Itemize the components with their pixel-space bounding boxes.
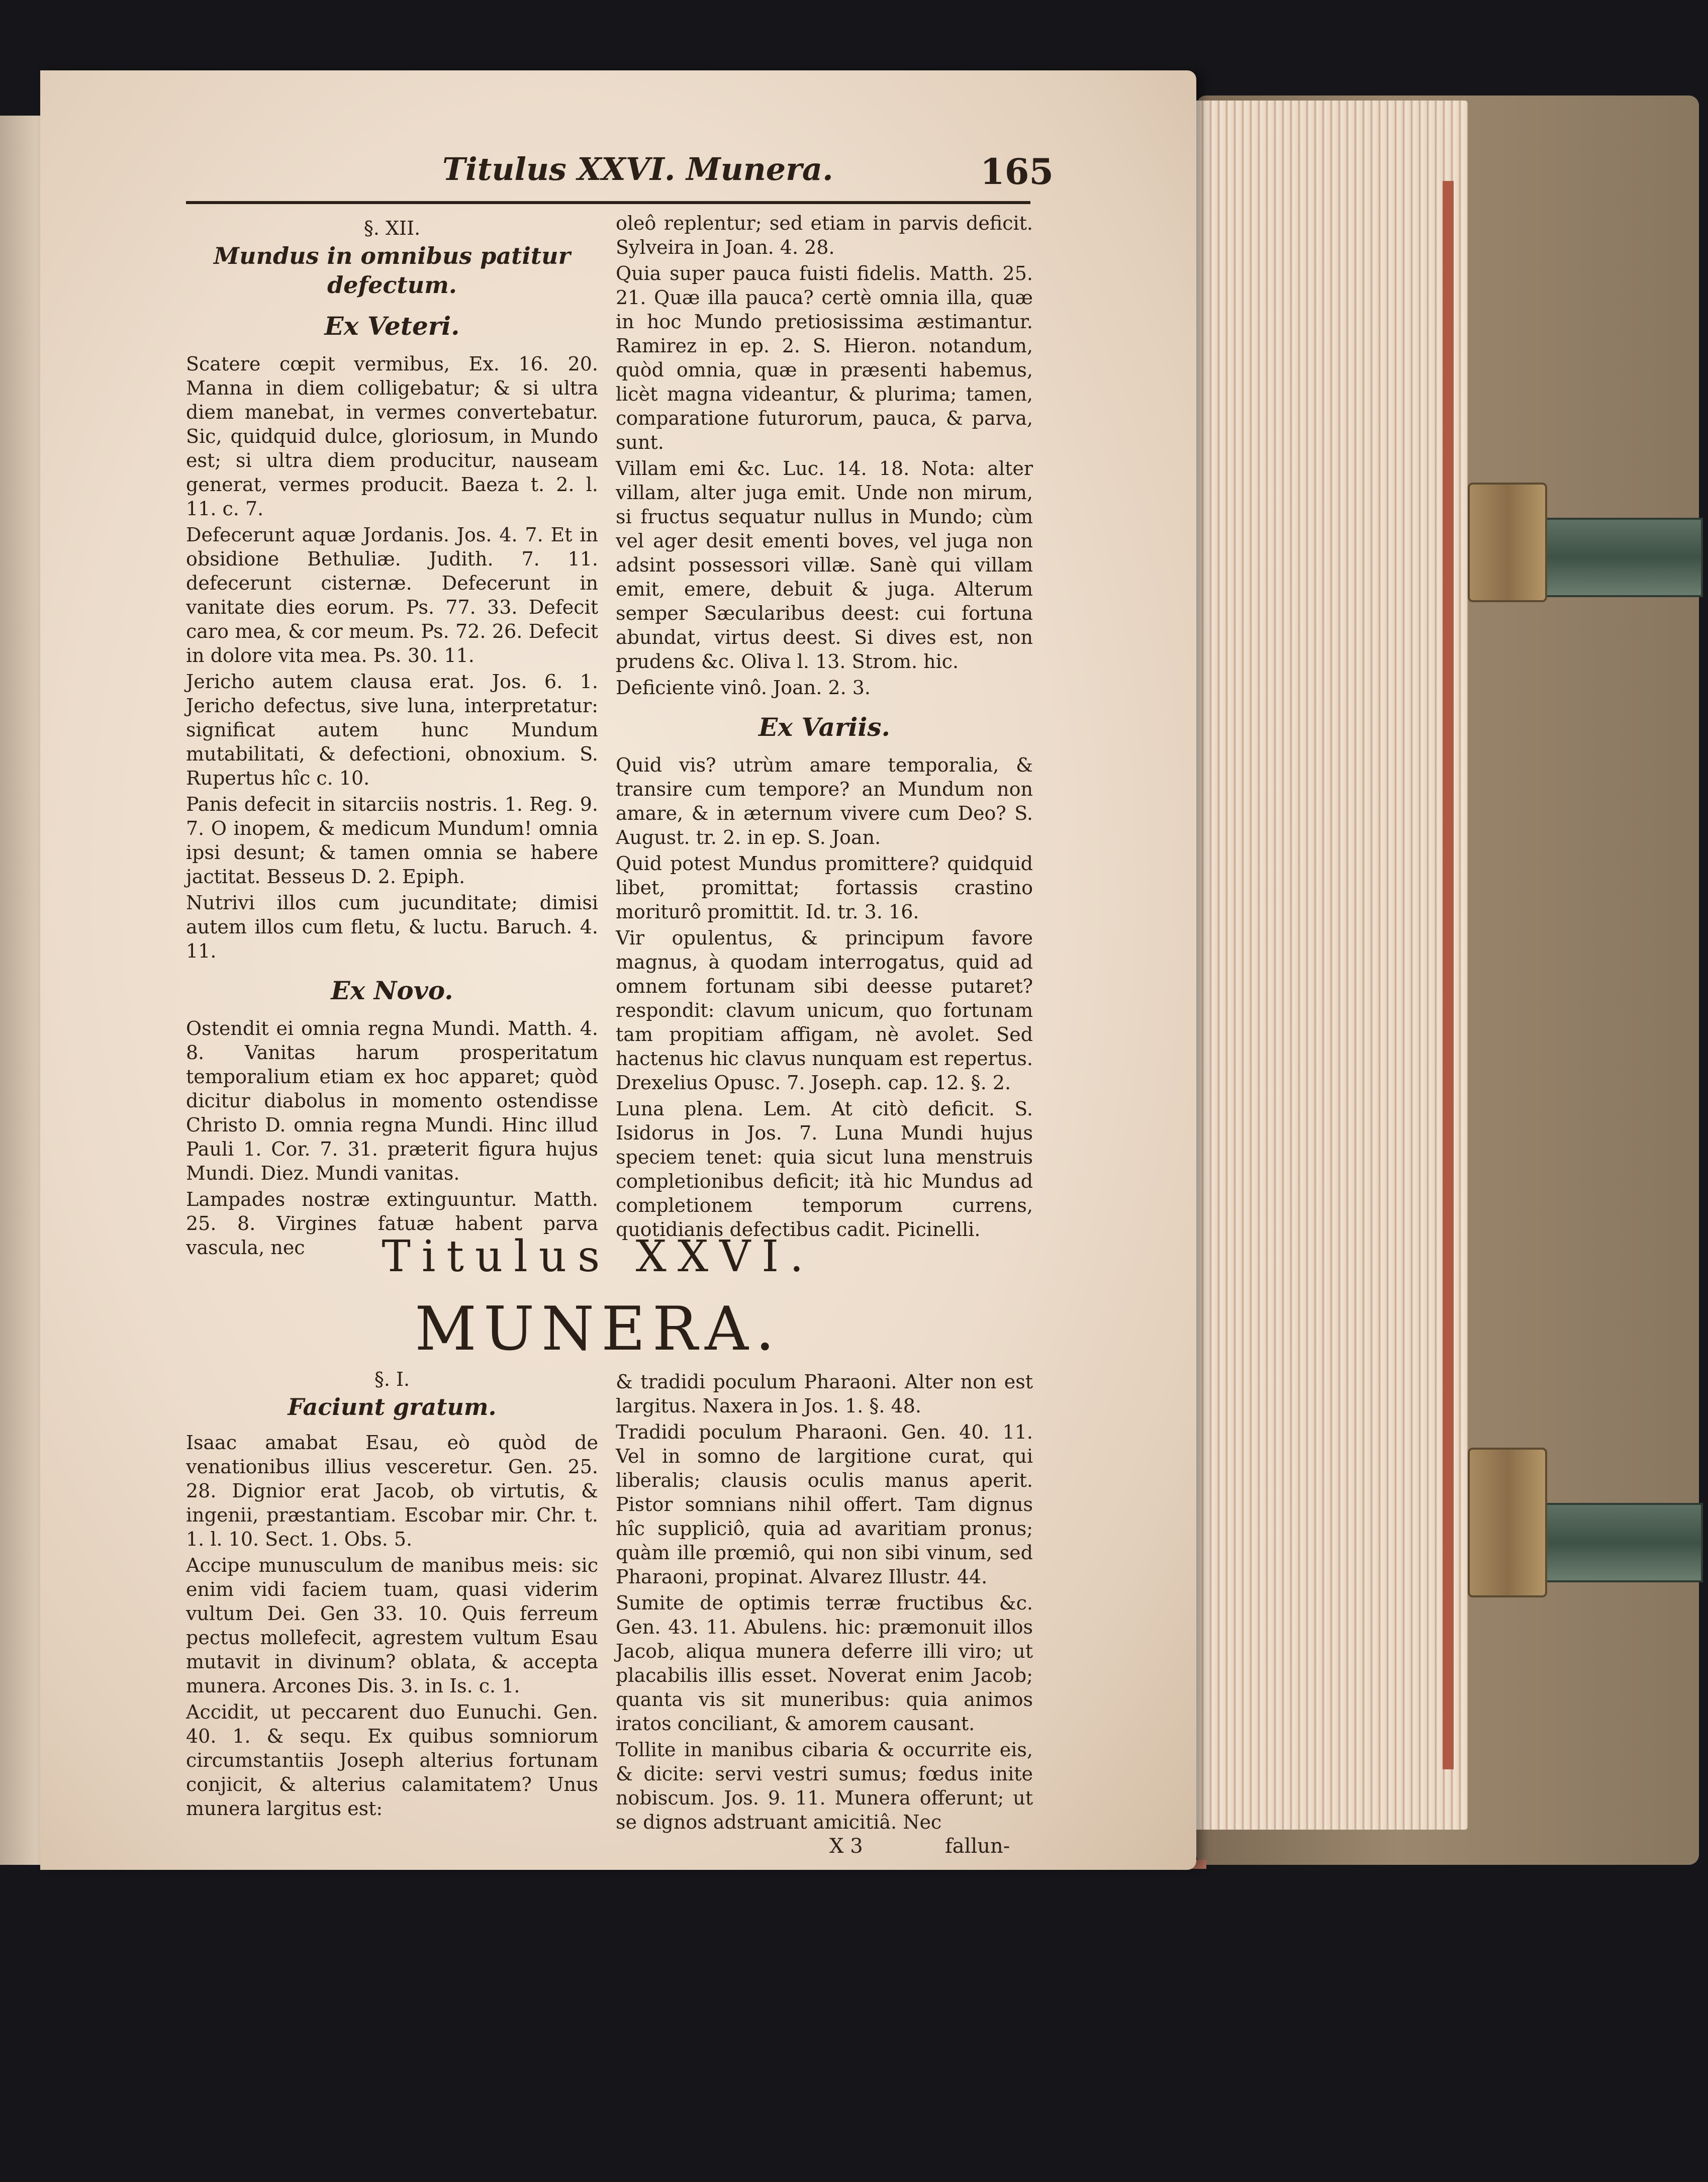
- paragraph: Sumite de optimis terræ fructibus &c. Gen. 43. 11. Abulens. hic: præmonuit illos Jacob, aliqua munera deferre illi viro; ut placabilis illis esset. Noverat enim Jacob; quanta vis sit muneribus: quia animos iratos conciliant, & amorem causant.: [616, 1592, 1033, 1735]
- page-number: 165: [980, 151, 1054, 193]
- paragraph: Isaac amabat Esau, eò quòd de venationibus illius vesceretur. Gen. 25. 28. Dignior erat Jacob, ob virtutis, & ingenii, præstantiam. Escobar mir. Chr. t. 1. l. 10. Sect. 1. Obs. 5.: [186, 1432, 598, 1550]
- chapter-main-title: MUNERA.: [415, 1294, 782, 1364]
- paragraph: & tradidi poculum Pharaoni. Alter non est largitus. Naxera in Jos. 1. §. 48.: [616, 1371, 1033, 1417]
- paragraph: Panis defecit in sitarciis nostris. 1. Reg. 9. 7. O inopem, & medicum Mundum! omnia ipsi desunt; & tamen omnia se habere jactitat. Besseus D. 2. Epiph.: [186, 793, 598, 888]
- clasp-hinge-upper: [1468, 483, 1547, 602]
- section-title-line-2: defectum.: [327, 271, 457, 299]
- paragraph: Accipe munusculum de manibus meis: sic enim vidi faciem tuam, quasi viderim vultum Dei. Gen 33. 10. Quis ferreum pectus mollefecit, agrestem vultum Esau mutavit in divinum? oblata, & accepta munera. Arcones Dis. 3. in Is. c. 1.: [186, 1554, 598, 1697]
- paragraph: Tollite in manibus cibaria & occurrite eis, & dicite: servi vestri sumus; fœdus inite nobiscum. Jos. 9. 11. Munera offerunt; ut se dignos adstruant amicitiâ. Nec: [616, 1739, 1033, 1833]
- column-bottom-left: [186, 1367, 598, 1823]
- paragraph: Lampades nostræ extinguuntur. Matth. 25. 8. Virgines fatuæ habent parva vascula, nec: [186, 1188, 598, 1259]
- page-stack: [1156, 101, 1468, 1830]
- section-number: §. I.: [374, 1368, 410, 1390]
- header-rule: [186, 201, 1030, 204]
- subheading: Ex Novo.: [331, 976, 453, 1005]
- paragraph: Quid vis? utrùm amare temporalia, & transire cum tempore? an Mundum non amare, & in æternum vivere cum Deo? S. August. tr. 2. in ep. S. Joan.: [616, 754, 1033, 848]
- clasp-hinge-lower: [1468, 1448, 1547, 1597]
- catchword: fallun-: [945, 1835, 1010, 1858]
- paragraph: oleô replentur; sed etiam in parvis deficit. Sylveira in Joan. 4. 28.: [616, 212, 1033, 258]
- paragraph: Villam emi &c. Luc. 14. 18. Nota: alter villam, alter juga emit. Unde non mirum, si fructus sequatur nullus in Mundo; cùm vel ager desit ementi boves, vel juga non adsint possessori villæ. Sanè qui villam emit, emere, debuit & juga. Alterum semper Sæcularibus deest: cui fortuna abundat, virtus deest. Si dives est, non prudens &c. Oliva l. 13. Strom. hic.: [616, 457, 1033, 673]
- paragraph: Jericho autem clausa erat. Jos. 6. 1. Jericho defectus, sive luna, interpretatur: significat autem hunc Mundum mutabilitati, & defectioni, obnoxium. S. Rupertus hîc c. 10.: [186, 671, 598, 789]
- column-top-right: [616, 211, 1033, 1244]
- paragraph: Quia super pauca fuisti fidelis. Matth. 25. 21. Quæ illa pauca? certè omnia illa, quæ in hoc Mundo pretiosissima æstimantur. Ramirez in ep. 2. S. Hieron. notandum, quòd omnia, quæ in præsenti habemus, licèt magna videantur, & plurima; tamen, comparatione futurorum, pauca, & parva, sunt.: [616, 262, 1033, 453]
- paragraph: Tradidi poculum Pharaoni. Gen. 40. 11. Vel in somno de largitione curat, qui liberalis; clausis oculis manus aperit. Pistor somnians nihil offert. Tam dignus hîc suppliciô, quia ad avaritiam pronus; quàm ille prœmiô, qui non sibi vinum, sed Pharaoni, propinat. Alvarez Illustr. 44.: [616, 1421, 1033, 1588]
- paragraph: Defecerunt aquæ Jordanis. Jos. 4. 7. Et in obsidione Bethuliæ. Judith. 7. 11. defecerunt cisternæ. Defecerunt in vanitate dies eorum. Ps. 77. 33. Defecit caro mea, & cor meum. Ps. 72. 26. Defecit in dolore vita mea. Ps. 30. 11.: [186, 524, 598, 667]
- paragraph: Nutrivi illos cum jucunditate; dimisi autem illos cum fletu, & luctu. Baruch. 4. 11.: [186, 892, 598, 962]
- paragraph: Luna plena. Lem. At citò deficit. S. Isidorus in Jos. 7. Luna Mundi hujus speciem tenet: quia sicut luna menstruis completionibus deficit; ità hic Mundus ad completionem temporum currens, quotidianis defectibus cadit. Picinelli.: [616, 1098, 1033, 1241]
- paragraph: Scatere cœpit vermibus, Ex. 16. 20. Manna in diem colligebatur; & si ultra diem manebat, in vermes convertebatur. Sic, quidquid dulce, gloriosum, in Mundo est; si ultra diem producitur, nauseam generat, vermes producit. Baeza t. 2. l. 11. c. 7.: [186, 353, 598, 520]
- section-title: Faciunt gratum.: [288, 1393, 497, 1420]
- paragraph: Ostendit ei omnia regna Mundi. Matth. 4. 8. Vanitas harum prosperitatum temporalium etiam ex hoc apparet; quòd dicitur diabolus in momento ostendisse Christo D. omnia regna Mundi. Hinc illud Pauli 1. Cor. 7. 31. præterit figura hujus Mundi. Diez. Mundi vanitas.: [186, 1017, 598, 1184]
- paragraph: Quid potest Mundus promittere? quidquid libet, promittat; fortassis crastino moriturô promittit. Id. tr. 3. 16.: [616, 852, 1033, 923]
- paragraph: Accidit, ut peccarent duo Eunuchi. Gen. 40. 1. & sequ. Ex quibus somniorum circumstantiis Joseph alterius fortunam conjicit, & alterius calamitatem? Unus munera largitus est:: [186, 1701, 598, 1820]
- chapter-title: Titulus XXVI.: [382, 1231, 815, 1282]
- running-head: Titulus XXVI. Munera.: [442, 151, 833, 187]
- section-title-line-1: Mundus in omnibus patitur: [214, 242, 571, 269]
- signature-mark: X 3: [829, 1835, 863, 1858]
- column-top-left: [186, 216, 598, 1262]
- paragraph: Deficiente vinô. Joan. 2. 3.: [616, 677, 871, 699]
- subheading: Ex Variis.: [758, 712, 890, 742]
- column-bottom-right: [616, 1370, 1033, 1836]
- page-edge: [1443, 181, 1454, 1769]
- subheading: Ex Veteri.: [324, 311, 460, 341]
- paragraph: Vir opulentus, & principum favore magnus, à quodam interrogatus, quid ad omnem fortunam sibi deesse putaret? respondit: clavum unicum, quo fortunam tam propitiam affigam, nè avolet. Sed hactenus hic clavus nunquam est repertus. Drexelius Opusc. 7. Joseph. cap. 12. §. 2.: [616, 927, 1033, 1094]
- section-number: §. XII.: [363, 217, 421, 239]
